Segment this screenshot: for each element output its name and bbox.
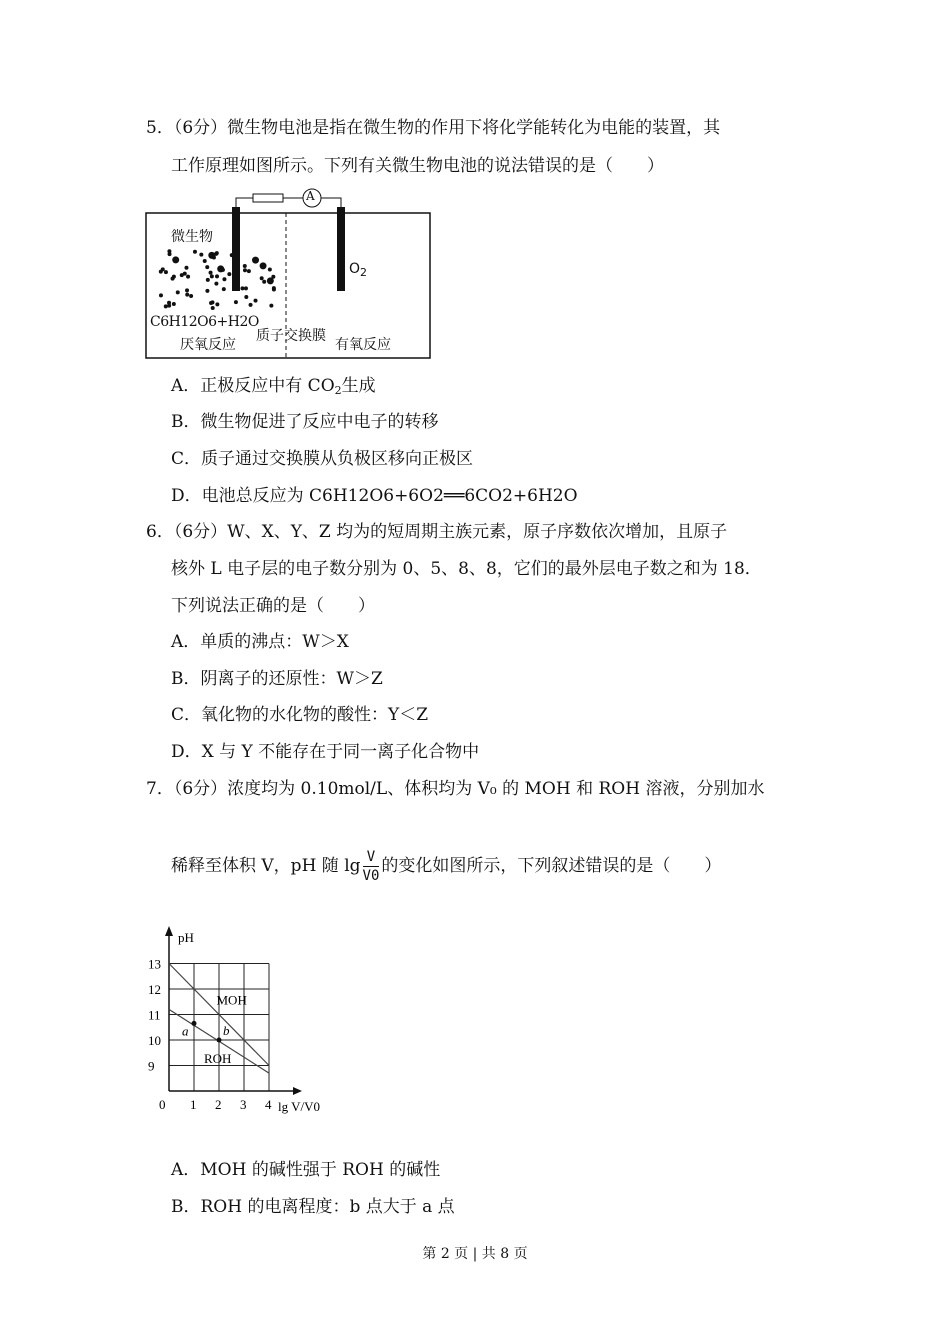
microbe-dot [164,304,168,308]
microbe-dot [193,250,197,254]
y-tick-label: 10 [148,1033,161,1048]
microbe-dot [234,300,238,304]
q6-option-c[interactable]: C．氧化物的水化物的酸性：Y＜Z [171,705,429,725]
q5-option-a[interactable]: A．正极反应中有 $CO_2$生成 [171,376,376,397]
x-axis-arrow-icon [293,1087,302,1095]
microbe-dot [243,264,247,268]
microbe-dot [203,259,207,263]
microbe-dot [206,278,210,282]
microbe-dot [185,293,189,297]
microbe-dot [244,295,248,299]
microbe-dot [243,268,247,272]
y-axis-label: pH [178,930,194,945]
microbe-dot [209,253,213,257]
microbe-dot [260,276,264,280]
y-tick-label: 13 [148,956,161,972]
microbe-dot [234,253,238,257]
q5-stem-line2: 工作原理如图所示。下列有关微生物电池的说法错误的是（ ） [171,156,664,176]
microbe-dot [214,252,218,256]
microbe-dot [217,265,224,272]
label-microbe: 微生物 [171,229,213,245]
microbe-dot [186,275,190,279]
q5-stem-line1: 5．（6分）微生物电池是指在微生物的作用下将化学能转化为电能的装置，其 [146,118,721,138]
microbe-dot [235,265,239,269]
q6-option-a[interactable]: A．单质的沸点：W＞X [171,632,349,652]
q7-option-a[interactable]: A．MOH 的碱性强于 ROH 的碱性 [171,1160,441,1180]
data-point-b [217,1038,222,1043]
microbe-dot [260,262,267,269]
q6-option-d[interactable]: D．X 与 Y 不能存在于同一离子化合物中 [171,742,480,762]
q7-stem-line2: 稀释至体积 V，pH 随 lg $\frac{V}{V0}$ 的变化如图所示，下列叙述错误的是（ ） [171,849,722,884]
microbe-dot [269,304,273,308]
q6-stem-line3: 下列说法正确的是（ ） [171,596,375,616]
anode [232,207,240,291]
microbe-dot [272,288,276,292]
microbe-dot [184,266,188,270]
series-label-moh: MOH [216,992,247,1008]
label-glucose: C6H12O6+H2O [150,314,259,330]
microbe-dot [254,299,258,303]
fraction-v-v0: $\frac{V}{V0}$ [362,849,380,884]
microbe-dot [215,274,219,278]
microbe-dot [159,293,163,297]
microbe-dot [236,258,240,262]
microbe-dot [205,289,209,293]
y-tick-label: 11 [148,1007,161,1023]
x-axis-label: lg V/V0 [278,1099,321,1114]
microbe-dot [171,277,175,281]
microbe-dot [262,280,266,284]
ph-dilution-chart [140,920,330,1120]
microbe-dot [209,271,213,275]
microbe-dot [185,288,189,292]
q5-option-d[interactable]: D．电池总反应为 C6H12O6+6O2══6CO2+6H2O [171,486,578,506]
microbe-dot [267,277,274,284]
q6-option-b[interactable]: B．阴离子的还原性：W＞Z [171,669,383,689]
x-tick-label: 1 [190,1097,197,1112]
x-tick-label: 3 [240,1097,247,1112]
microbe-dot [247,269,251,273]
x-tick-label: 4 [265,1097,272,1112]
microbe-dot [205,265,209,269]
resistor-icon [253,194,283,202]
label-anaerobic: 厌氧反应 [180,337,236,353]
page-footer: 第 2 页 | 共 8 页 [422,1246,528,1262]
microbe-dot [240,286,244,290]
y-tick-label: 9 [148,1058,155,1074]
microbe-dot [183,272,187,276]
label-membrane: 质子交换膜 [256,328,326,344]
q5-option-b[interactable]: B．微生物促进了反应中电子的转移 [171,412,439,432]
x-tick-label: 2 [215,1097,222,1112]
q5-option-c[interactable]: C．质子通过交换膜从负极区移向正极区 [171,449,474,469]
microbe-dot [199,253,203,257]
microbe-dot [212,256,216,260]
microbe-dot [209,301,213,305]
data-point-a [192,1021,197,1026]
microbe-dot [222,287,226,291]
microbe-dot [176,290,180,294]
microbe-dot [189,294,193,298]
point-label-a: a [182,1023,189,1039]
microbe-dot [159,270,163,274]
microbe-dot [230,253,234,257]
microbe-dot [252,257,259,264]
label-aerobic: 有氧反应 [335,337,391,353]
microbe-dot [222,277,226,281]
cathode [337,207,345,291]
y-tick-label: 12 [148,982,161,997]
ammeter-label: A [306,189,315,203]
microbe-dot [244,286,248,290]
microbe-dot [211,306,215,310]
q7-stem-line1: 7．（6分）浓度均为 0.10mol/L、体积均为 V₀ 的 MOH 和 ROH 溶液，分别加水 [146,779,765,799]
microbe-dot [227,272,231,276]
microbe-dot [268,267,272,271]
microbe-dot [210,274,214,278]
label-o2: $O_2$ [349,261,368,279]
q6-stem-line1: 6．（6分）W、X、Y、Z 均为的短周期主族元素，原子序数依次增加，且原子 [146,522,728,542]
microbe-dot [167,304,171,308]
microbe-dot [172,256,179,263]
point-label-b: b [223,1023,230,1038]
series-label-roh: ROH [204,1050,232,1066]
microbe-dot [164,270,168,274]
microbe-dot [172,302,176,306]
microbe-dot [215,302,219,306]
microbe-dot [168,252,172,256]
y-axis-arrow-icon [165,926,173,936]
q7-option-b[interactable]: B．ROH 的电离程度：b 点大于 a 点 [171,1197,455,1217]
microbe-dot [214,282,218,286]
microbe-dot [249,303,253,307]
q6-stem-line2: 核外 L 电子层的电子数分别为 0、5、8、8，它们的最外层电子数之和为 18． [171,559,762,579]
x-tick-label: 0 [159,1097,166,1112]
